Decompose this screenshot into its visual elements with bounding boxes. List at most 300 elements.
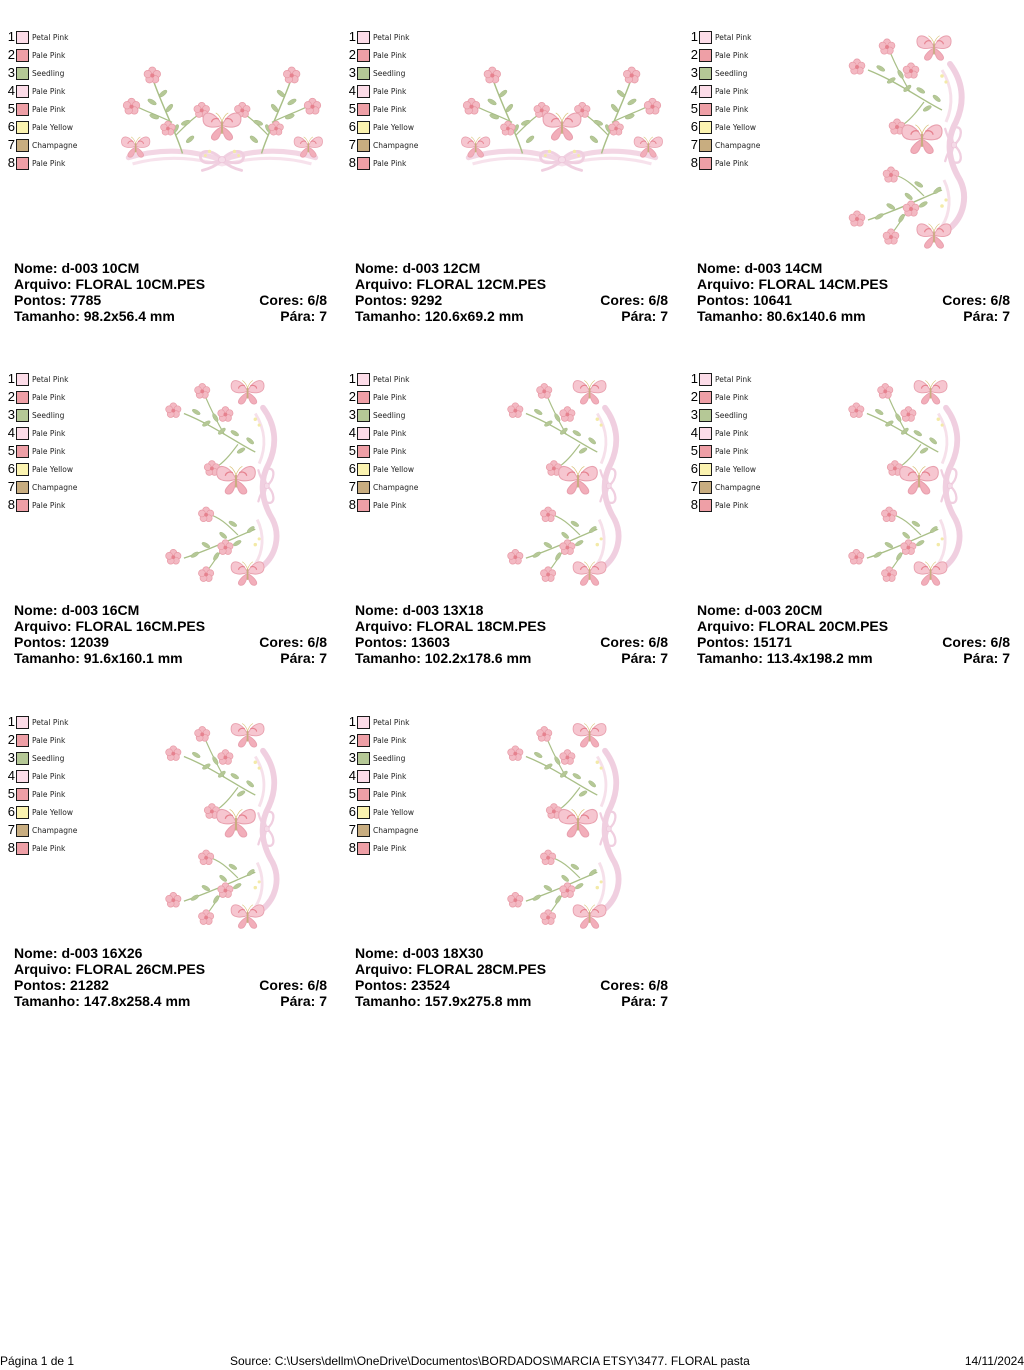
design-stitches: Pontos: 21282 — [14, 977, 109, 993]
palette-number: 8 — [348, 155, 356, 170]
palette-item — [346, 370, 446, 388]
thread-name: Pale Pink — [373, 446, 407, 456]
palette-item — [5, 406, 105, 424]
color-swatch — [699, 409, 712, 422]
color-swatch — [357, 85, 370, 98]
design-size: Tamanho: 120.6x69.2 mm — [355, 308, 524, 324]
palette-item — [688, 370, 788, 388]
color-swatch — [16, 445, 29, 458]
color-swatch — [16, 842, 29, 855]
palette-item — [5, 46, 105, 64]
thread-name: Petal Pink — [32, 374, 69, 384]
color-swatch — [357, 409, 370, 422]
color-swatch — [357, 752, 370, 765]
palette-number: 5 — [348, 101, 356, 116]
color-swatch — [16, 481, 29, 494]
design-info — [355, 260, 668, 324]
palette-number: 1 — [690, 371, 698, 386]
palette-item — [688, 442, 788, 460]
palette-number: 8 — [690, 497, 698, 512]
color-swatch — [357, 139, 370, 152]
color-swatch — [16, 752, 29, 765]
design-colors: Cores: 6/8 — [942, 292, 1010, 308]
color-swatch — [357, 67, 370, 80]
color-swatch — [699, 139, 712, 152]
color-swatch — [699, 121, 712, 134]
palette-item — [346, 767, 446, 785]
design-card-2 — [341, 22, 671, 352]
palette-number: 7 — [7, 479, 15, 494]
palette-number: 2 — [690, 47, 698, 62]
palette-number: 5 — [690, 443, 698, 458]
thread-name: Pale Pink — [32, 104, 66, 114]
palette-item — [5, 64, 105, 82]
palette-item — [346, 406, 446, 424]
color-swatch — [699, 49, 712, 62]
design-stops: Pára: 7 — [963, 650, 1010, 666]
design-stitches: Pontos: 7785 — [14, 292, 102, 308]
thread-name: Pale Pink — [373, 789, 407, 799]
palette-item — [5, 767, 105, 785]
design-colors: Cores: 6/8 — [259, 634, 327, 650]
thread-name: Pale Pink — [373, 392, 407, 402]
color-swatch — [16, 121, 29, 134]
design-card-7 — [0, 707, 330, 1037]
palette-item — [5, 821, 105, 839]
palette-number: 5 — [7, 786, 15, 801]
color-palette — [688, 28, 788, 172]
palette-number: 2 — [7, 732, 15, 747]
thread-name: Champagne — [32, 140, 78, 150]
palette-item — [346, 785, 446, 803]
design-card-8 — [341, 707, 671, 1037]
color-swatch — [357, 734, 370, 747]
palette-number: 4 — [690, 83, 698, 98]
color-swatch — [699, 463, 712, 476]
color-swatch — [699, 67, 712, 80]
thread-name: Pale Pink — [32, 446, 66, 456]
palette-number: 4 — [348, 425, 356, 440]
palette-item — [5, 100, 105, 118]
color-swatch — [357, 770, 370, 783]
design-file: Arquivo: FLORAL 10CM.PES — [14, 276, 206, 292]
thread-name: Pale Pink — [373, 50, 407, 60]
design-file: Arquivo: FLORAL 20CM.PES — [697, 618, 889, 634]
thread-name: Pale Pink — [373, 771, 407, 781]
palette-number: 5 — [348, 443, 356, 458]
source-path: Source: C:\Users\dellm\OneDrive\Documentos\BORDADOS\MARCIA ETSY\3477. FLORAL pasta — [230, 1354, 750, 1368]
palette-number: 6 — [690, 119, 698, 134]
palette-number: 3 — [7, 65, 15, 80]
thread-name: Pale Pink — [715, 50, 749, 60]
color-palette — [5, 28, 105, 172]
palette-number: 2 — [7, 47, 15, 62]
palette-item — [346, 731, 446, 749]
color-swatch — [357, 427, 370, 440]
design-name: Nome: d-003 14CM — [697, 260, 823, 276]
thread-name: Champagne — [373, 825, 419, 835]
palette-number: 1 — [348, 29, 356, 44]
design-stitches: Pontos: 23524 — [355, 977, 450, 993]
palette-number: 2 — [690, 389, 698, 404]
palette-item — [5, 442, 105, 460]
thread-name: Pale Pink — [32, 392, 66, 402]
palette-number: 5 — [348, 786, 356, 801]
print-date: 14/11/2024 — [964, 1354, 1024, 1368]
color-swatch — [357, 373, 370, 386]
color-swatch — [16, 391, 29, 404]
palette-number: 4 — [7, 768, 15, 783]
palette-item — [5, 424, 105, 442]
thread-name: Petal Pink — [373, 717, 410, 727]
palette-number: 6 — [348, 804, 356, 819]
palette-number: 5 — [690, 101, 698, 116]
palette-number: 1 — [7, 371, 15, 386]
palette-number: 4 — [7, 425, 15, 440]
palette-item — [5, 496, 105, 514]
design-file: Arquivo: FLORAL 14CM.PES — [697, 276, 889, 292]
design-size: Tamanho: 113.4x198.2 mm — [697, 650, 873, 666]
palette-number: 1 — [7, 714, 15, 729]
palette-number: 8 — [7, 497, 15, 512]
thread-name: Pale Pink — [715, 500, 749, 510]
thread-name: Pale Pink — [715, 392, 749, 402]
color-swatch — [699, 31, 712, 44]
palette-number: 3 — [348, 65, 356, 80]
design-name: Nome: d-003 16X26 — [14, 945, 143, 961]
color-swatch — [357, 31, 370, 44]
design-colors: Cores: 6/8 — [259, 292, 327, 308]
color-swatch — [16, 716, 29, 729]
embroidery-preview — [458, 50, 666, 180]
palette-number: 4 — [348, 768, 356, 783]
palette-item — [688, 154, 788, 172]
design-name: Nome: d-003 12CM — [355, 260, 481, 276]
design-card-6 — [683, 364, 1013, 694]
palette-item — [5, 28, 105, 46]
color-swatch — [357, 121, 370, 134]
thread-name: Pale Pink — [715, 158, 749, 168]
palette-number: 1 — [348, 714, 356, 729]
thread-name: Pale Pink — [373, 158, 407, 168]
color-swatch — [357, 391, 370, 404]
palette-item — [5, 713, 105, 731]
color-swatch — [357, 445, 370, 458]
design-card-3 — [683, 22, 1013, 352]
color-palette — [5, 713, 105, 857]
palette-item — [346, 388, 446, 406]
thread-name: Pale Yellow — [373, 122, 414, 132]
thread-name: Champagne — [373, 482, 419, 492]
design-stitches: Pontos: 9292 — [355, 292, 443, 308]
design-file: Arquivo: FLORAL 12CM.PES — [355, 276, 547, 292]
design-info — [14, 602, 327, 666]
color-swatch — [357, 824, 370, 837]
color-swatch — [699, 445, 712, 458]
thread-name: Pale Pink — [32, 86, 66, 96]
palette-number: 7 — [690, 137, 698, 152]
design-colors: Cores: 6/8 — [600, 634, 668, 650]
page-footer — [0, 1354, 1024, 1370]
color-palette — [5, 370, 105, 514]
thread-name: Pale Pink — [32, 771, 66, 781]
color-swatch — [16, 157, 29, 170]
palette-item — [688, 82, 788, 100]
palette-number: 2 — [7, 389, 15, 404]
thread-name: Pale Yellow — [373, 807, 414, 817]
thread-name: Pale Pink — [373, 843, 407, 853]
color-palette — [346, 370, 446, 514]
color-swatch — [16, 788, 29, 801]
design-size: Tamanho: 98.2x56.4 mm — [14, 308, 175, 324]
thread-name: Champagne — [715, 482, 761, 492]
design-stops: Pára: 7 — [280, 993, 327, 1009]
design-stops: Pára: 7 — [280, 650, 327, 666]
design-stitches: Pontos: 10641 — [697, 292, 792, 308]
design-card-4 — [0, 364, 330, 694]
thread-name: Pale Pink — [32, 735, 66, 745]
palette-number: 6 — [348, 119, 356, 134]
palette-item — [5, 388, 105, 406]
palette-item — [346, 496, 446, 514]
thread-name: Seedling — [32, 753, 65, 763]
color-swatch — [357, 806, 370, 819]
design-size: Tamanho: 91.6x160.1 mm — [14, 650, 183, 666]
palette-number: 4 — [690, 425, 698, 440]
thread-name: Pale Pink — [373, 735, 407, 745]
palette-item — [346, 803, 446, 821]
design-stops: Pára: 7 — [621, 650, 668, 666]
color-swatch — [699, 499, 712, 512]
thread-name: Seedling — [715, 410, 748, 420]
design-size: Tamanho: 147.8x258.4 mm — [14, 993, 191, 1009]
design-name: Nome: d-003 18X30 — [355, 945, 484, 961]
thread-name: Pale Pink — [373, 500, 407, 510]
palette-number: 7 — [690, 479, 698, 494]
color-swatch — [16, 139, 29, 152]
palette-number: 2 — [348, 47, 356, 62]
palette-item — [688, 388, 788, 406]
palette-item — [688, 64, 788, 82]
design-stops: Pára: 7 — [280, 308, 327, 324]
thread-name: Pale Yellow — [32, 807, 73, 817]
color-swatch — [357, 716, 370, 729]
palette-item — [346, 749, 446, 767]
thread-name: Pale Yellow — [32, 122, 73, 132]
color-swatch — [699, 481, 712, 494]
palette-number: 7 — [348, 137, 356, 152]
palette-number: 6 — [7, 461, 15, 476]
palette-item — [5, 154, 105, 172]
palette-number: 6 — [7, 804, 15, 819]
design-colors: Cores: 6/8 — [600, 977, 668, 993]
palette-item — [5, 136, 105, 154]
color-swatch — [357, 103, 370, 116]
thread-name: Seedling — [373, 410, 406, 420]
thread-name: Seedling — [32, 68, 65, 78]
thread-name: Petal Pink — [715, 32, 752, 42]
palette-item — [5, 82, 105, 100]
palette-number: 3 — [690, 407, 698, 422]
thread-name: Pale Pink — [715, 428, 749, 438]
color-swatch — [357, 157, 370, 170]
embroidery-preview — [497, 714, 632, 934]
color-swatch — [16, 463, 29, 476]
thread-name: Petal Pink — [32, 717, 69, 727]
thread-name: Champagne — [32, 482, 78, 492]
design-size: Tamanho: 80.6x140.6 mm — [697, 308, 866, 324]
palette-number: 6 — [348, 461, 356, 476]
palette-item — [5, 118, 105, 136]
thread-name: Petal Pink — [32, 32, 69, 42]
color-swatch — [357, 499, 370, 512]
palette-item — [346, 821, 446, 839]
palette-number: 3 — [7, 407, 15, 422]
palette-number: 7 — [7, 137, 15, 152]
thread-name: Pale Yellow — [373, 464, 414, 474]
design-card-5 — [341, 364, 671, 694]
palette-item — [688, 100, 788, 118]
thread-name: Champagne — [373, 140, 419, 150]
thread-name: Pale Pink — [32, 843, 66, 853]
embroidery-preview — [838, 372, 973, 590]
palette-item — [346, 460, 446, 478]
design-stops: Pára: 7 — [963, 308, 1010, 324]
thread-name: Pale Pink — [373, 428, 407, 438]
palette-number: 8 — [690, 155, 698, 170]
palette-number: 8 — [7, 840, 15, 855]
design-colors: Cores: 6/8 — [942, 634, 1010, 650]
design-name: Nome: d-003 20CM — [697, 602, 823, 618]
palette-item — [688, 406, 788, 424]
palette-number: 3 — [690, 65, 698, 80]
color-palette — [346, 713, 446, 857]
palette-number: 8 — [348, 840, 356, 855]
palette-item — [688, 136, 788, 154]
palette-item — [346, 28, 446, 46]
thread-name: Pale Yellow — [32, 464, 73, 474]
palette-number: 3 — [348, 750, 356, 765]
palette-item — [688, 28, 788, 46]
palette-item — [688, 424, 788, 442]
palette-item — [688, 460, 788, 478]
palette-number: 3 — [7, 750, 15, 765]
design-file: Arquivo: FLORAL 26CM.PES — [14, 961, 206, 977]
color-swatch — [699, 157, 712, 170]
design-info — [355, 602, 668, 666]
design-name: Nome: d-003 10CM — [14, 260, 140, 276]
palette-number: 6 — [690, 461, 698, 476]
design-file: Arquivo: FLORAL 16CM.PES — [14, 618, 206, 634]
color-swatch — [16, 824, 29, 837]
thread-name: Pale Pink — [32, 789, 66, 799]
palette-item — [346, 839, 446, 857]
color-swatch — [16, 31, 29, 44]
thread-name: Pale Pink — [32, 428, 66, 438]
thread-name: Pale Pink — [715, 86, 749, 96]
color-swatch — [357, 842, 370, 855]
design-stitches: Pontos: 15171 — [697, 634, 792, 650]
palette-item — [5, 370, 105, 388]
design-colors: Cores: 6/8 — [600, 292, 668, 308]
design-size: Tamanho: 102.2x178.6 mm — [355, 650, 532, 666]
palette-item — [346, 46, 446, 64]
color-swatch — [699, 391, 712, 404]
color-swatch — [357, 788, 370, 801]
design-stops: Pára: 7 — [621, 993, 668, 1009]
embroidery-preview — [497, 372, 632, 590]
palette-number: 1 — [348, 371, 356, 386]
color-swatch — [16, 499, 29, 512]
design-info — [14, 945, 327, 1009]
color-swatch — [357, 49, 370, 62]
palette-item — [346, 64, 446, 82]
color-swatch — [699, 373, 712, 386]
palette-number: 7 — [7, 822, 15, 837]
palette-number: 6 — [7, 119, 15, 134]
color-swatch — [16, 734, 29, 747]
design-info — [697, 260, 1010, 324]
palette-item — [346, 424, 446, 442]
palette-item — [346, 713, 446, 731]
thread-name: Pale Pink — [373, 104, 407, 114]
design-info — [355, 945, 668, 1009]
thread-name: Petal Pink — [373, 32, 410, 42]
palette-number: 2 — [348, 732, 356, 747]
palette-number: 1 — [7, 29, 15, 44]
thread-name: Seedling — [715, 68, 748, 78]
palette-item — [346, 82, 446, 100]
thread-name: Petal Pink — [373, 374, 410, 384]
color-swatch — [699, 103, 712, 116]
palette-number: 7 — [348, 479, 356, 494]
thread-name: Pale Yellow — [715, 464, 756, 474]
color-swatch — [16, 373, 29, 386]
design-file: Arquivo: FLORAL 28CM.PES — [355, 961, 547, 977]
palette-number: 3 — [348, 407, 356, 422]
embroidery-preview — [118, 50, 326, 180]
thread-name: Champagne — [32, 825, 78, 835]
embroidery-preview — [155, 714, 290, 934]
palette-item — [346, 136, 446, 154]
thread-name: Pale Pink — [32, 500, 66, 510]
color-swatch — [699, 85, 712, 98]
palette-item — [5, 839, 105, 857]
design-stitches: Pontos: 12039 — [14, 634, 109, 650]
thread-name: Pale Yellow — [715, 122, 756, 132]
design-info — [697, 602, 1010, 666]
design-colors: Cores: 6/8 — [259, 977, 327, 993]
palette-item — [346, 100, 446, 118]
palette-number: 1 — [690, 29, 698, 44]
palette-item — [688, 118, 788, 136]
thread-name: Pale Pink — [373, 86, 407, 96]
design-stops: Pára: 7 — [621, 308, 668, 324]
color-swatch — [16, 409, 29, 422]
embroidery-preview — [155, 372, 290, 590]
palette-number: 8 — [348, 497, 356, 512]
palette-number: 2 — [348, 389, 356, 404]
palette-item — [5, 478, 105, 496]
color-swatch — [16, 49, 29, 62]
palette-item — [688, 478, 788, 496]
thread-name: Petal Pink — [715, 374, 752, 384]
palette-item — [5, 460, 105, 478]
color-swatch — [16, 103, 29, 116]
color-swatch — [16, 85, 29, 98]
thread-name: Seedling — [373, 753, 406, 763]
thread-name: Pale Pink — [715, 446, 749, 456]
